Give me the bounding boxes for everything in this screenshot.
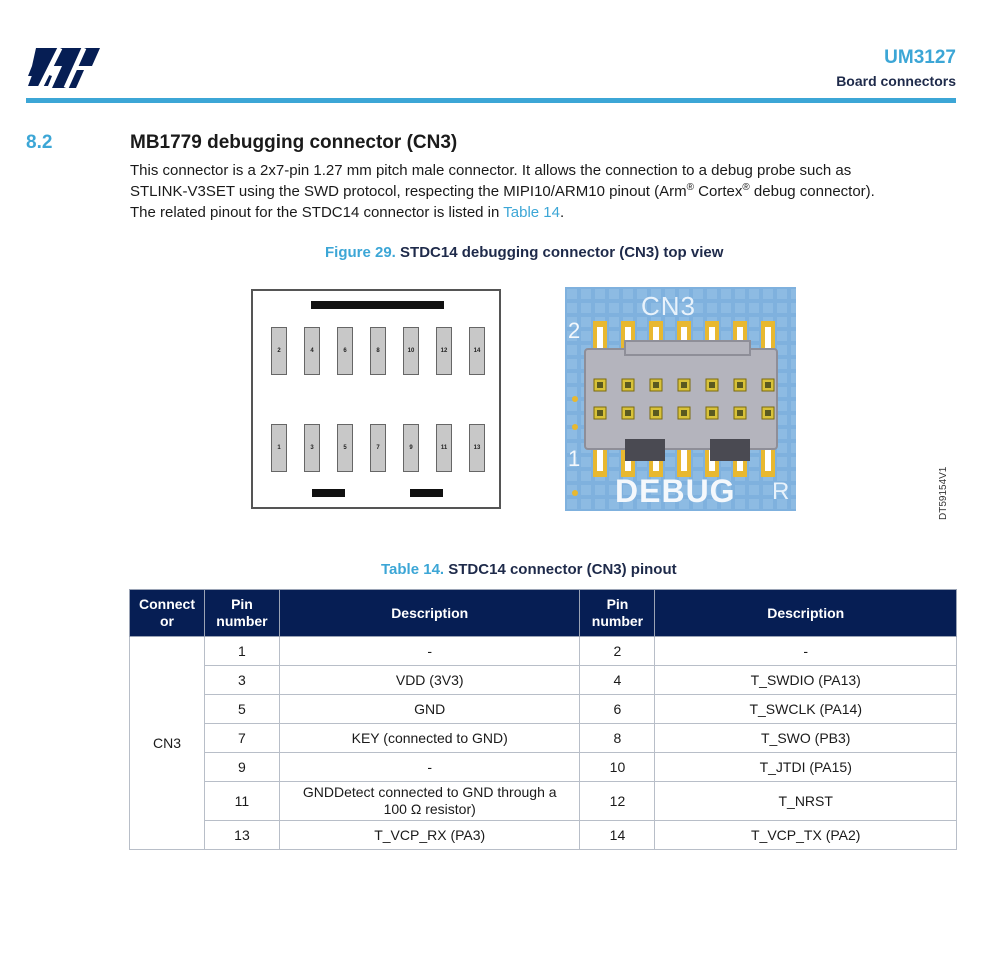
pin-cell: 11 <box>204 782 279 821</box>
description-cell: T_VCP_RX (PA3) <box>279 821 580 850</box>
pin-9: 9 <box>403 424 419 472</box>
paragraph-text: debug connector). <box>749 183 875 200</box>
table-header-row <box>130 590 957 637</box>
registered-mark: ® <box>742 182 750 193</box>
paragraph-text: Cortex <box>694 183 743 200</box>
table-label: Table 14. <box>381 561 445 578</box>
section-title: MB1779 debugging connector (CN3) <box>130 132 458 153</box>
bottom-key-bar-right <box>410 489 443 497</box>
pin-3: 3 <box>304 424 320 472</box>
via <box>572 424 578 430</box>
paragraph-text: . <box>559 204 565 221</box>
description-cell: T_VCP_TX (PA2) <box>655 821 957 850</box>
description-cell: T_SWDIO (PA13) <box>655 666 957 695</box>
connector-schematic <box>251 289 501 509</box>
pin-cell: 2 <box>580 637 655 666</box>
header-rule <box>26 98 956 103</box>
header-pin-number: Pin number <box>580 590 655 637</box>
header-pin-number: Pin number <box>204 590 279 637</box>
table-row <box>130 753 957 782</box>
pin-14: 14 <box>469 327 485 375</box>
description-cell: - <box>279 753 580 782</box>
pin-cell: 4 <box>580 666 655 695</box>
via <box>572 490 578 496</box>
pin-4: 4 <box>304 327 320 375</box>
table-row <box>130 821 957 850</box>
connector-cell: CN3 <box>130 637 205 850</box>
pinout-table <box>129 589 957 850</box>
pin-12: 12 <box>436 327 452 375</box>
figure-id: DT59154V1 <box>938 466 949 520</box>
registered-mark: ® <box>686 182 695 193</box>
paragraph-text: The related pinout for the STDC14 connector is listed in <box>130 204 504 221</box>
description-cell: T_SWO (PB3) <box>655 724 957 753</box>
paragraph-text: STLINK-V3SET using the SWD protocol, respecting the MIPI10/ARM10 pinout (Arm <box>130 183 687 200</box>
pin-6: 6 <box>337 327 353 375</box>
description-cell: T_NRST <box>655 782 957 821</box>
pin-cell: 14 <box>580 821 655 850</box>
pin-cell: 6 <box>580 695 655 724</box>
paragraph-line-1: This connector is a 2x7-pin 1.27 mm pitch male connector. It allows the connection to a debug probe such as <box>130 162 852 179</box>
connector-notch-left <box>625 439 665 461</box>
paragraph-line-3 <box>130 202 960 223</box>
top-key-bar <box>311 301 444 309</box>
pin-10: 10 <box>403 327 419 375</box>
description-cell: T_JTDI (PA15) <box>655 753 957 782</box>
figure-caption <box>325 244 999 261</box>
description-cell: - <box>279 637 580 666</box>
paragraph-line-2 <box>130 181 960 202</box>
header-description: Description <box>279 590 580 637</box>
connector-notch-right <box>710 439 750 461</box>
pin-8: 8 <box>370 327 386 375</box>
description-cell: VDD (3V3) <box>279 666 580 695</box>
table-row <box>130 695 957 724</box>
pin-cell: 9 <box>204 753 279 782</box>
pin-cell: 8 <box>580 724 655 753</box>
document-id: UM3127 <box>884 47 956 68</box>
description-cell: GND <box>279 695 580 724</box>
pin-cell: 5 <box>204 695 279 724</box>
connector-housing <box>585 349 777 449</box>
pin-cell: 7 <box>204 724 279 753</box>
description-cell: GNDDetect connected to GND through a 100 Ω resistor) <box>279 782 580 821</box>
silkscreen-debug: DEBUG <box>615 473 736 509</box>
pin-7: 7 <box>370 424 386 472</box>
table-row <box>130 666 957 695</box>
connector-housing-top <box>625 341 750 355</box>
table-caption <box>381 561 999 578</box>
pin-1: 1 <box>271 424 287 472</box>
table-title: STDC14 connector (CN3) pinout <box>448 561 677 578</box>
silkscreen-cn3: CN3 <box>641 291 697 321</box>
silkscreen-pin2: 2 <box>568 318 581 343</box>
header-connector: Connect or <box>130 590 205 637</box>
table-row <box>130 782 957 821</box>
silkscreen-pin1: 1 <box>568 446 581 471</box>
section-paragraph <box>130 160 960 223</box>
via <box>572 396 578 402</box>
table-row <box>130 724 957 753</box>
section-number: 8.2 <box>26 132 53 153</box>
silkscreen-r: R <box>772 478 790 505</box>
pin-5: 5 <box>337 424 353 472</box>
header-description: Description <box>655 590 957 637</box>
pin-cell: 3 <box>204 666 279 695</box>
table-14-link[interactable]: Table 14 <box>503 204 560 221</box>
description-cell: - <box>655 637 957 666</box>
pin-cell: 12 <box>580 782 655 821</box>
bottom-key-bar-left <box>312 489 345 497</box>
pin-11: 11 <box>436 424 452 472</box>
pin-2: 2 <box>271 327 287 375</box>
table-row <box>130 637 957 666</box>
pin-cell: 10 <box>580 753 655 782</box>
figure-title: STDC14 debugging connector (CN3) top view <box>400 244 724 261</box>
st-logo <box>26 46 102 90</box>
description-cell: KEY (connected to GND) <box>279 724 580 753</box>
pin-13: 13 <box>469 424 485 472</box>
pin-cell: 13 <box>204 821 279 850</box>
header-section-name: Board connectors <box>836 73 956 89</box>
pin-cell: 1 <box>204 637 279 666</box>
figure-label: Figure 29. <box>325 244 396 261</box>
description-cell: T_SWCLK (PA14) <box>655 695 957 724</box>
